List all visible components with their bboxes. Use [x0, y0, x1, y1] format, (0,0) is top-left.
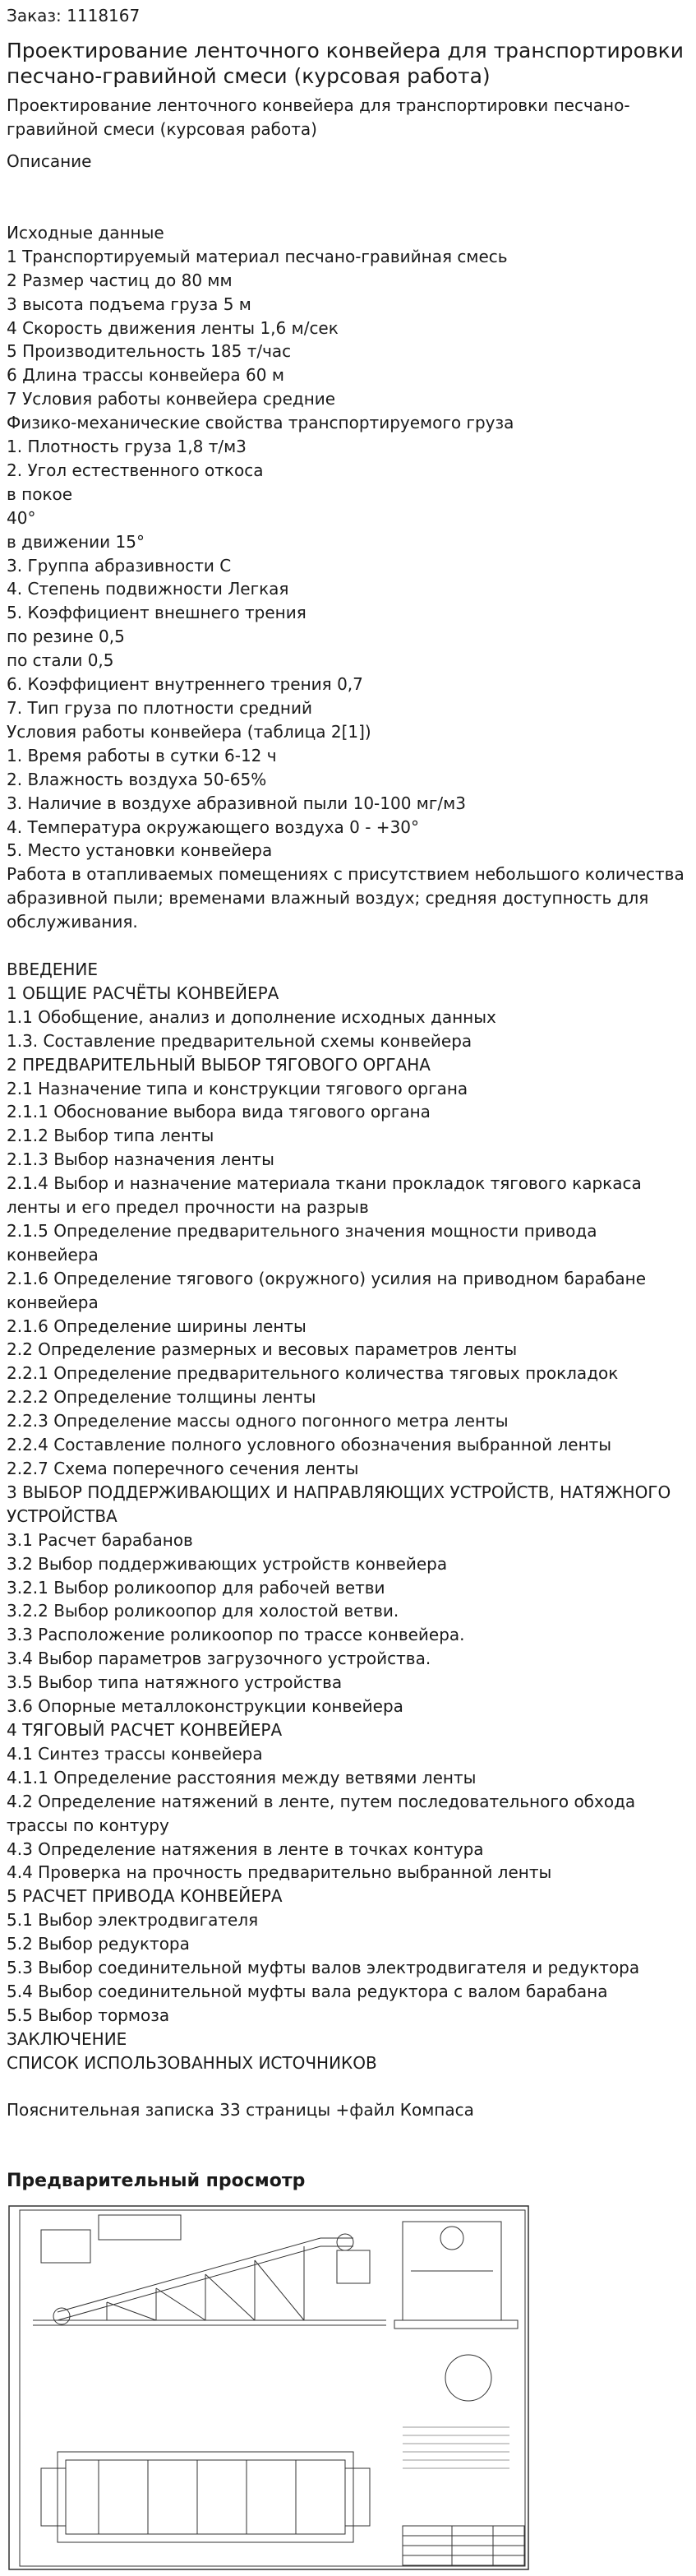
description-line [7, 197, 690, 221]
drawing-sheet [8, 2205, 529, 2570]
description-line: 2.1.1 Обоснование выбора вида тягового органа [7, 1102, 431, 1122]
description-line: в покое [7, 483, 73, 504]
page-subtitle: Проектирование ленточного конвейера для транспортировки песчано-гравийной смеси (курсовая работа) [7, 95, 630, 139]
description-line: 7 Условия работы конвейера средние [7, 389, 336, 409]
description-line: 1 ОБЩИЕ РАСЧЁТЫ КОНВЕЙЕРА [7, 983, 279, 1003]
preview-heading: Предварительный просмотр [7, 2171, 306, 2191]
description-line: 1. Время работы в сутки 6-12 ч [7, 745, 277, 765]
description-line: 1.3. Составление предварительной схемы конвейера [7, 1030, 472, 1051]
description-line: 3 ВЫБОР ПОДДЕРЖИВАЮЩИХ И НАПРАВЛЯЮЩИХ УСТРОЙСТВ, НАТЯЖНОГО УСТРОЙСТВА [7, 1482, 676, 1526]
description-line: 2.1.6 Определение тягового (окружного) усилия на приводном барабане конвейера [7, 1268, 652, 1312]
description-line: 2.2.1 Определение предварительного количества тяговых прокладок [7, 1363, 619, 1384]
description-line: СПИСОК ИСПОЛЬЗОВАННЫХ ИСТОЧНИКОВ [7, 2052, 377, 2073]
description-line: ВВЕДЕНИЕ [7, 959, 98, 979]
description-line: 2.1.4 Выбор и назначение материала ткани прокладок тягового каркаса ленты и его предел прочности на разрыв [7, 1173, 648, 1218]
description-heading: Описание [7, 151, 92, 171]
description-line: 4.1 Синтез трассы конвейера [7, 1743, 263, 1764]
description-line: 3. Наличие в воздухе абразивной пыли 10-100 мг/м3 [7, 793, 466, 813]
description-line: 5.4 Выбор соединительной муфты вала редуктора с валом барабана [7, 1981, 608, 2001]
description-line: 2.2 Определение размерных и весовых параметров ленты [7, 1339, 518, 1360]
description-line: в движении 15° [7, 531, 145, 552]
description-line: 6 Длина трассы конвейера 60 м [7, 365, 284, 386]
description-line: 3 высота подъема груза 5 м [7, 294, 251, 314]
description-line: 4. Температура окружающего воздуха 0 - +30° [7, 816, 420, 837]
description-line: Исходные данные [7, 222, 164, 243]
description-line: 5.2 Выбор редуктора [7, 1934, 190, 1954]
description-line: Работа в отапливаемых помещениях с присутствием небольшого количества абразивной пыли; временами влажный воздух; средняя доступность для обслуживания. [7, 864, 690, 932]
description-line: 3. Группа абразивности С [7, 555, 232, 576]
description-line: 2 Размер частиц до 80 мм [7, 270, 233, 290]
description-line: 2.1.2 Выбор типа ленты [7, 1126, 214, 1146]
description-line: 2 ПРЕДВАРИТЕЛЬНЫЙ ВЫБОР ТЯГОВОГО ОРГАНА [7, 1054, 431, 1075]
description-line: 4 Скорость движения ленты 1,6 м/сек [7, 317, 339, 338]
description-line: 5. Место установки конвейера [7, 840, 273, 861]
description-line: 5 РАСЧЕТ ПРИВОДА КОНВЕЙЕРА [7, 1886, 283, 1907]
description-line: 1. Плотность груза 1,8 т/м3 [7, 437, 247, 457]
description-line: 3.2 Выбор поддерживающих устройств конвейера [7, 1553, 448, 1574]
description-line: 3.5 Выбор типа натяжного устройства [7, 1672, 343, 1693]
description-line: 4. Степень подвижности Легкая [7, 579, 289, 599]
description-line: 3.4 Выбор параметров загрузочного устройства. [7, 1649, 431, 1669]
description-line: 2.2.2 Определение толщины ленты [7, 1387, 316, 1408]
description-line: 5. Коэффициент внешнего трения [7, 603, 307, 623]
description-line: 2.2.3 Определение массы одного погонного метра ленты [7, 1411, 509, 1431]
description-line: 3.1 Расчет барабанов [7, 1529, 193, 1550]
description-line: 2. Угол естественного откоса [7, 460, 264, 480]
order-number: Заказ: 1118167 [7, 6, 141, 25]
description-line: Условия работы конвейера (таблица 2[1]) [7, 721, 371, 742]
description-line: 1.1 Обобщение, анализ и дополнение исходных данных [7, 1006, 496, 1027]
description-line: 3.3 Расположение роликоопор по трассе конвейера. [7, 1625, 465, 1645]
description-line: Пояснительная записка 33 страницы +файл Компаса [7, 2100, 474, 2120]
description-line: 4.2 Определение натяжений в ленте, путем последовательного обхода трассы по контуру [7, 1791, 641, 1835]
description-line: 3.2.1 Выбор роликоопор для рабочей ветви [7, 1577, 385, 1598]
description-line: 4.4 Проверка на прочность предварительно выбранной ленты [7, 1862, 552, 1883]
description-line: по стали 0,5 [7, 650, 114, 671]
description-line: 40° [7, 507, 36, 528]
description-line: 1 Транспортируемый материал песчано-гравийная смесь [7, 246, 508, 266]
description-line: 5.1 Выбор электродвигателя [7, 1910, 259, 1931]
description-body [7, 197, 690, 2122]
description-line: 3.2.2 Выбор роликоопор для холостой ветви. [7, 1601, 399, 1621]
preview-image[interactable] [8, 2205, 529, 2570]
description-line: 2.1 Назначение типа и конструкции тягового органа [7, 1078, 468, 1098]
description-line [7, 934, 690, 958]
description-line: 2. Влажность воздуха 50-65% [7, 769, 267, 789]
description-line: 2.1.5 Определение предварительного значения мощности привода конвейера [7, 1220, 602, 1265]
description-line: 4.3 Определение натяжения в ленте в точках контура [7, 1838, 484, 1859]
description-line: 4.1.1 Определение расстояния между ветвями ленты [7, 1767, 477, 1787]
description-line: 6. Коэффициент внутреннего трения 0,7 [7, 674, 363, 695]
description-line: 4 ТЯГОВЫЙ РАСЧЕТ КОНВЕЙЕРА [7, 1719, 283, 1740]
description-line: по резине 0,5 [7, 627, 125, 647]
description-line: 3.6 Опорные металлоконструкции конвейера [7, 1696, 403, 1717]
description-line: 2.1.3 Выбор назначения ленты [7, 1149, 274, 1170]
page-title: Проектирование ленточного конвейера для транспортировки песчано-гравийной смеси (курсовая работа) [7, 39, 684, 88]
description-line: Физико-механические свойства транспортируемого груза [7, 413, 514, 433]
description-line: 5.3 Выбор соединительной муфты валов электродвигателя и редуктора [7, 1958, 640, 1978]
description-line: 5.5 Выбор тормоза [7, 2005, 170, 2025]
description-line: 7. Тип груза по плотности средний [7, 698, 313, 719]
description-line: ЗАКЛЮЧЕНИЕ [7, 2028, 127, 2049]
description-line: 2.2.7 Схема поперечного сечения ленты [7, 1459, 359, 1478]
description-line [7, 2075, 690, 2099]
description-line: 2.1.6 Определение ширины ленты [7, 1316, 307, 1336]
description-line: 5 Производительность 185 т/час [7, 341, 292, 362]
description-line: 2.2.4 Составление полного условного обозначения выбранной ленты [7, 1435, 612, 1455]
main-content [7, 0, 690, 2122]
